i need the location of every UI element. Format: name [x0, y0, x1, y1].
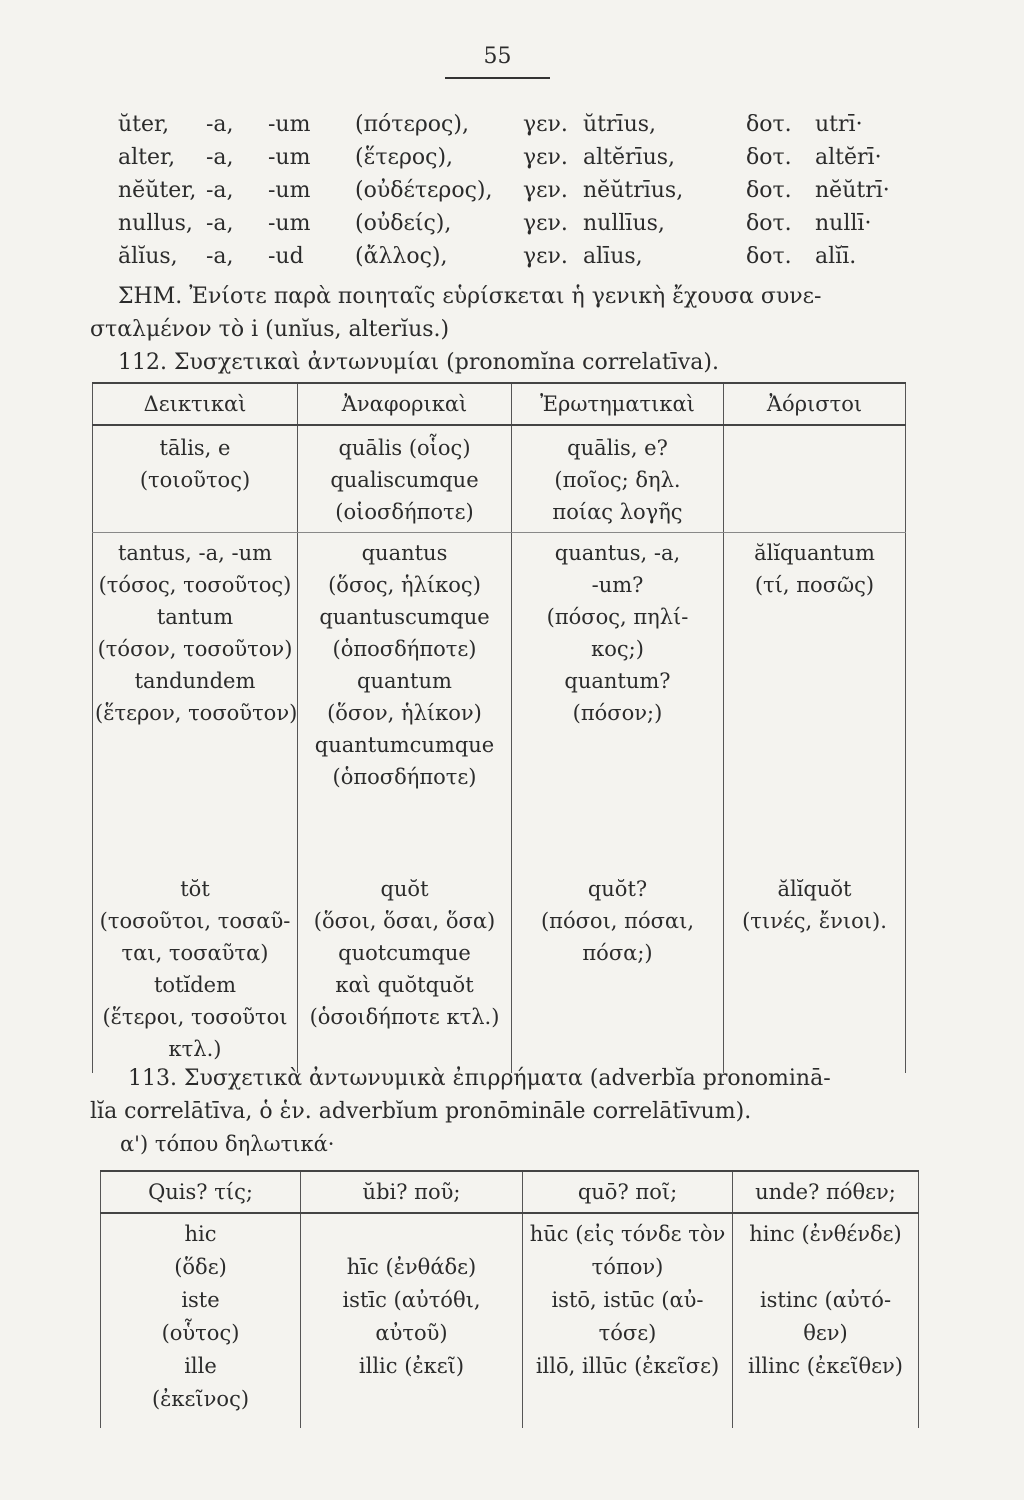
cell-line: (οὗτος) — [161, 1321, 240, 1345]
cell-line: (τόσος, τοσοῦτος) — [98, 573, 292, 597]
cell-line: (ἕτεροι, τοσοῦτοι — [102, 1005, 288, 1029]
cell-line: (τοιοῦτος) — [139, 468, 251, 492]
column-header: unde? πόθεν; — [733, 1171, 919, 1213]
feminine-ending: -a, — [206, 211, 234, 236]
table-header-row — [101, 1171, 919, 1213]
table-cell — [724, 425, 906, 533]
cell-line: quotcumque — [338, 941, 471, 965]
nominative: ălĭus, — [118, 244, 178, 269]
note-line: σταλμένον τὸ i (unĭus, alterĭus.) — [90, 317, 450, 342]
dative-label: δοτ. — [746, 244, 792, 269]
cell-line: (πόσοι, πόσαι, — [540, 909, 695, 933]
dative-label: δοτ. — [746, 112, 792, 137]
column-header: Ἀναφορικαὶ — [298, 383, 512, 425]
cell-line: (πόσος, πηλί- — [546, 605, 689, 629]
dative-form: nĕŭtrī· — [815, 178, 890, 203]
genitive-label: γεν. — [523, 244, 568, 269]
cell-line: istō, istūc (αὐ- — [551, 1288, 704, 1312]
neuter-ending: -um — [268, 178, 311, 203]
note-line: ΣΗΜ. Ἐνίοτε παρὰ ποιηταῖς εὑρίσκεται ἡ γενικὴ ἔχουσα συνε- — [118, 284, 822, 309]
feminine-ending: -a, — [206, 112, 234, 137]
cell-line: quŏt? — [587, 877, 648, 901]
cell-line: tantus, -a, -um — [117, 541, 273, 565]
page-number: 55 — [445, 44, 550, 79]
cell-line: hinc (ἐνθένδε) — [749, 1222, 902, 1246]
cell-line: (ἕτερον, τοσοῦτον) — [95, 701, 298, 725]
cell-line: qualiscumque — [330, 468, 479, 492]
nominative: ŭter, — [118, 112, 170, 137]
genitive-label: γεν. — [523, 112, 568, 137]
cell-line: quŏt — [380, 877, 429, 901]
cell-line: istinc (αὐτό- — [759, 1288, 892, 1312]
neuter-ending: -um — [268, 211, 311, 236]
cell-line: (ὁποσδήποτε) — [332, 637, 477, 661]
cell-line: quālis (οἷος) — [338, 436, 471, 460]
feminine-ending: -a, — [206, 178, 234, 203]
greek-gloss: (ἕτερος), — [355, 145, 454, 170]
cell-line: totĭdem — [153, 973, 237, 997]
correlative-pronouns-table — [92, 382, 906, 1073]
section-112-heading: 112. Συσχετικαὶ ἀντωνυμίαι (pronomĭna correlatīva). — [118, 350, 719, 375]
dative-form: nullī· — [815, 211, 872, 236]
cell-line: (ποῖος; δηλ. — [554, 468, 681, 492]
column-header: Quis? τίς; — [101, 1171, 301, 1213]
cell-line: quālis, e? — [567, 436, 668, 460]
table-cell — [512, 867, 724, 1073]
table-header-row — [93, 383, 906, 425]
dative-form: altĕrī· — [815, 145, 882, 170]
feminine-ending: -a, — [206, 145, 234, 170]
cell-line: hīc (ἐνθάδε) — [346, 1255, 477, 1279]
cell-line: quantus, -a, — [554, 541, 681, 565]
column-header: Ἐρωτηματικαὶ — [512, 383, 724, 425]
cell-line: hic — [184, 1222, 217, 1246]
table-cell — [93, 867, 298, 1073]
genitive-form: ŭtrīus, — [583, 112, 657, 137]
genitive-label: γεν. — [523, 178, 568, 203]
cell-line: (ὁποσδήποτε) — [332, 765, 477, 789]
table-cell — [93, 425, 298, 533]
table-cell — [301, 1213, 523, 1428]
dative-form: utrī· — [815, 112, 863, 137]
cell-line: (τί, ποσῶς) — [754, 573, 875, 597]
cell-line: illinc (ἐκεῖθεν) — [747, 1354, 903, 1378]
cell-line: ălĭquantum — [754, 541, 875, 565]
dative-label: δοτ. — [746, 178, 792, 203]
dative-label: δοτ. — [746, 145, 792, 170]
cell-line: iste — [181, 1288, 220, 1312]
cell-line: ille — [184, 1354, 217, 1378]
dative-form: alĭī. — [815, 244, 857, 269]
section-113-line: lĭa correlātīva, ὁ ἑν. adverbĭum pronōmināle correlātīvum). — [90, 1099, 752, 1124]
cell-line: (τινές, ἔνιοι). — [742, 909, 887, 933]
table-row — [101, 1213, 919, 1428]
greek-gloss: (οὐδέτερος), — [355, 178, 493, 203]
table-cell — [512, 425, 724, 533]
nominative: nĕŭter, — [118, 178, 197, 203]
table-cell — [298, 533, 512, 868]
genitive-form: altĕrīus, — [583, 145, 676, 170]
cell-line: ποίας λογῆς — [552, 500, 683, 524]
cell-line: (ὅσοι, ὅσαι, ὅσα) — [313, 909, 496, 933]
table-row — [93, 533, 906, 868]
cell-line: istīc (αὐτόθι, — [342, 1288, 481, 1312]
cell-line: (τόσον, τοσοῦτον) — [97, 637, 293, 661]
cell-line: hūc (εἰς τόνδε τὸν — [529, 1222, 726, 1246]
cell-line: quantumcumque — [314, 733, 495, 757]
table-cell — [733, 1213, 919, 1428]
column-header: Ἀόριστοι — [724, 383, 906, 425]
table-cell — [724, 867, 906, 1073]
cell-line: (ὅσον, ἡλίκον) — [327, 701, 482, 725]
cell-line: quantum — [357, 669, 452, 693]
cell-line: καὶ quŏtquŏt — [335, 973, 474, 997]
cell-line: κτλ.) — [168, 1037, 222, 1061]
cell-line: tŏt — [180, 877, 210, 901]
neuter-ending: -ud — [268, 244, 304, 269]
table-cell — [101, 1213, 301, 1428]
genitive-form: nullīus, — [583, 211, 665, 236]
subheading: α') τόπου δηλωτικά· — [120, 1132, 335, 1156]
greek-gloss: (ἄλλος), — [355, 244, 448, 269]
cell-line: κος;) — [591, 637, 644, 661]
cell-line: ălĭquŏt — [777, 877, 852, 901]
cell-line: τόσε) — [598, 1321, 657, 1345]
table-cell — [298, 867, 512, 1073]
cell-line: quantum? — [564, 669, 671, 693]
cell-line: (ἐκεῖνος) — [151, 1387, 250, 1411]
feminine-ending: -a, — [206, 244, 234, 269]
dative-label: δοτ. — [746, 211, 792, 236]
cell-line: ται, τοσαῦτα) — [121, 941, 269, 965]
cell-line: (τοσοῦτοι, τοσαῦ- — [99, 909, 291, 933]
cell-line: πόσα;) — [582, 941, 653, 965]
cell-line: illō, illūc (ἐκεῖσε) — [535, 1354, 720, 1378]
section-113 — [90, 1062, 920, 1128]
genitive-form: nĕŭtrīus, — [583, 178, 684, 203]
nominative: alter, — [118, 145, 176, 170]
column-header: quō? ποῖ; — [523, 1171, 733, 1213]
neuter-ending: -um — [268, 145, 311, 170]
genitive-form: alīus, — [583, 244, 643, 269]
section-113-line: 113. Συσχετικὰ ἀντωνυμικὰ ἐπιρρήματα (adverbĭa pronominā- — [128, 1066, 831, 1091]
genitive-label: γεν. — [523, 211, 568, 236]
place-adverbs-table — [100, 1170, 919, 1428]
neuter-ending: -um — [268, 112, 311, 137]
cell-line: αὐτοῦ) — [375, 1321, 448, 1345]
table-row — [93, 867, 906, 1073]
cell-line: (ὁσοιδήποτε κτλ.) — [309, 1005, 500, 1029]
cell-line: τόπον) — [591, 1255, 664, 1279]
cell-line: quantuscumque — [319, 605, 490, 629]
greek-gloss: (οὐδείς), — [355, 211, 452, 236]
cell-line — [735, 1251, 916, 1284]
column-header: ŭbi? ποῦ; — [301, 1171, 523, 1213]
cell-line: (ὅδε) — [174, 1255, 227, 1279]
column-header: Δεικτικαὶ — [93, 383, 298, 425]
cell-line: (πόσον;) — [572, 701, 663, 725]
nominative: nullus, — [118, 211, 193, 236]
table-cell — [512, 533, 724, 868]
cell-line: -um? — [591, 573, 644, 597]
table-cell — [523, 1213, 733, 1428]
cell-line: tālis, e — [159, 436, 231, 460]
note-block — [90, 280, 920, 379]
table-cell — [93, 533, 298, 868]
table-cell — [298, 425, 512, 533]
cell-line — [303, 1218, 520, 1251]
cell-line: (ὅσος, ἡλίκος) — [328, 573, 481, 597]
table-cell — [724, 533, 906, 868]
cell-line: θεν) — [803, 1321, 848, 1345]
genitive-label: γεν. — [523, 145, 568, 170]
cell-line: illic (ἐκεῖ) — [358, 1354, 465, 1378]
table-row — [93, 425, 906, 533]
cell-line: tandundem — [134, 669, 256, 693]
cell-line: tantum — [156, 605, 234, 629]
greek-gloss: (πότερος), — [355, 112, 469, 137]
cell-line: quantus — [361, 541, 448, 565]
cell-line: (οἱοσδήποτε) — [335, 500, 474, 524]
